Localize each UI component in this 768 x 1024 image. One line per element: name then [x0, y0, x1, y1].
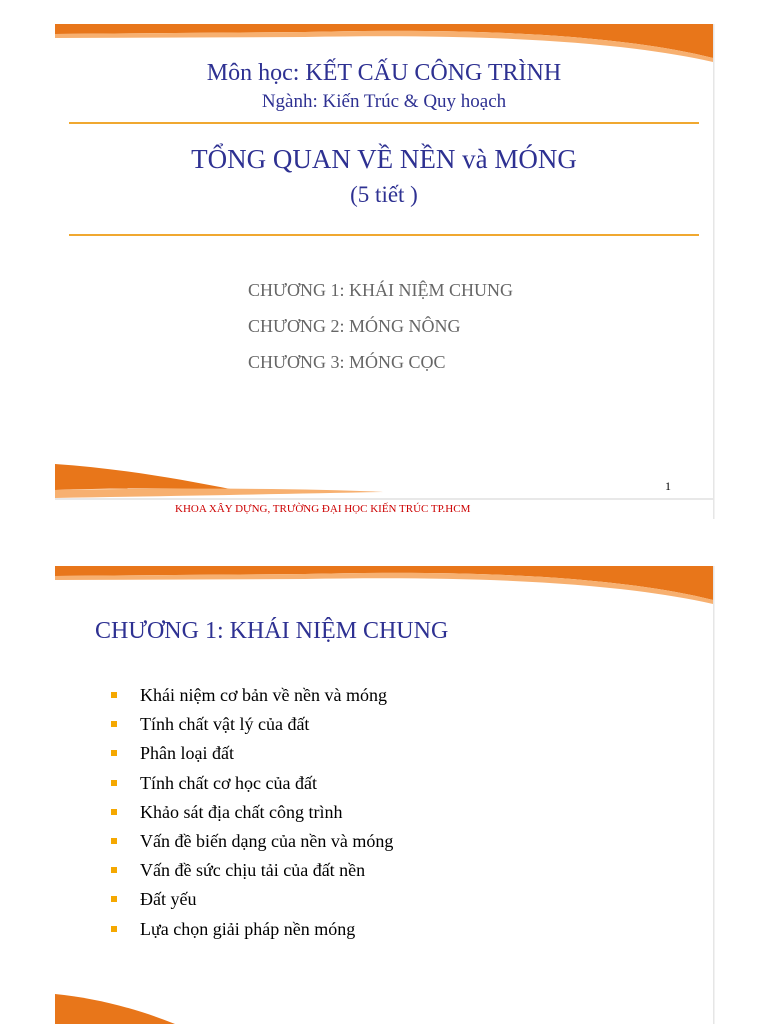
slide-1	[55, 24, 714, 519]
list-item	[109, 830, 393, 859]
lecture-periods: (5 tiết )	[350, 182, 418, 207]
course-title: Môn học: KẾT CẤU CÔNG TRÌNH	[206, 60, 562, 86]
bullet-square-icon	[111, 780, 117, 786]
bottom-swoosh-decoration	[55, 994, 713, 1024]
chapter-item: CHƯƠNG 1: KHÁI NIỆM CHUNG	[248, 280, 513, 300]
chapter-item: CHƯƠNG 2: MÓNG NÔNG	[248, 316, 461, 336]
top-swoosh-decoration	[55, 566, 713, 606]
chapter-item: CHƯƠNG 3: MÓNG CỌC	[248, 352, 446, 372]
header-divider	[69, 122, 699, 124]
bullet-square-icon	[111, 692, 117, 698]
list-item	[109, 742, 393, 771]
list-item	[109, 713, 393, 742]
list-item-text: Khảo sát địa chất công trình	[140, 801, 343, 822]
chapter-list	[248, 279, 513, 387]
major-subtitle: Ngành: Kiến Trúc & Quy hoạch	[261, 91, 507, 112]
title-divider	[69, 234, 699, 236]
footer-institution: KHOA XÂY DỰNG, TRƯỜNG ĐẠI HỌC KIẾN TRÚC TP.HCM	[175, 503, 471, 515]
top-swoosh-decoration	[55, 24, 713, 64]
list-item-text: Đất yếu	[140, 889, 197, 910]
bullet-square-icon	[111, 926, 117, 932]
list-item	[109, 684, 393, 713]
bullet-square-icon	[111, 721, 117, 727]
list-item	[109, 859, 393, 888]
slide-2	[55, 566, 714, 1024]
list-item-text: Tính chất vật lý của đất	[140, 714, 310, 735]
bullet-square-icon	[111, 896, 117, 902]
list-item-text: Vấn đề biến dạng của nền và móng	[140, 830, 394, 851]
list-item	[109, 801, 393, 830]
list-item	[109, 918, 393, 947]
list-item	[109, 888, 393, 917]
lecture-title: TỔNG QUAN VỀ NỀN và MÓNG	[191, 144, 577, 174]
bullet-square-icon	[111, 750, 117, 756]
page-number: 1	[665, 479, 671, 493]
list-item-text: Vấn đề sức chịu tải của đất nền	[140, 860, 366, 881]
list-item-text: Khái niệm cơ bản về nền và móng	[140, 685, 387, 705]
topic-list	[109, 684, 393, 947]
list-item	[109, 772, 393, 801]
list-item-text: Lựa chọn giải pháp nền móng	[140, 918, 356, 939]
list-item-text: Phân loại đất	[140, 743, 234, 764]
bullet-square-icon	[111, 809, 117, 815]
bullet-square-icon	[111, 867, 117, 873]
chapter-title: CHƯƠNG 1: KHÁI NIỆM CHUNG	[95, 618, 449, 644]
list-item-text: Tính chất cơ học của đất	[140, 772, 317, 793]
bullet-square-icon	[111, 838, 117, 844]
